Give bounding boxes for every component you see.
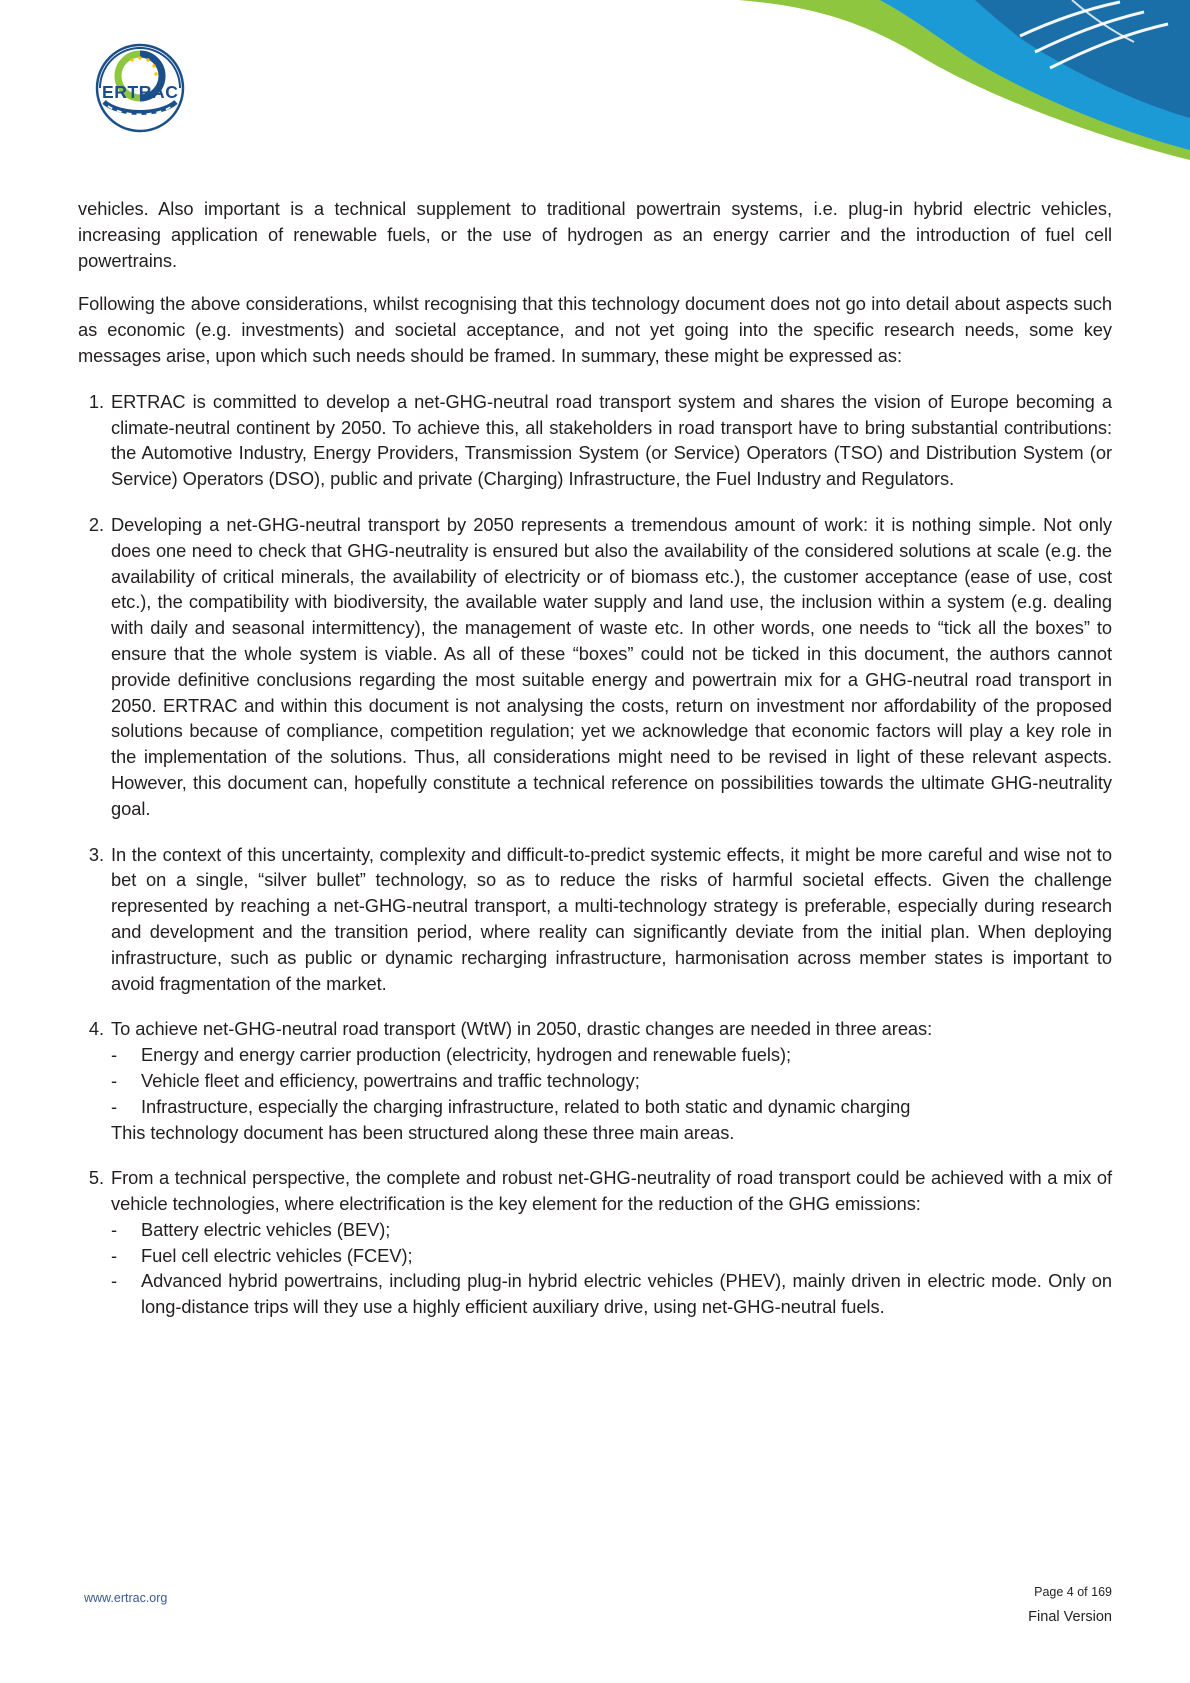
sub-list-item-text: Infrastructure, especially the charging infrastructure, related to both static and dynamic charging: [141, 1095, 911, 1117]
dash-marker: -: [111, 1044, 118, 1066]
list-item: [78, 1165, 1112, 1320]
dash-marker: -: [111, 1095, 118, 1117]
sub-list-item: [111, 1268, 1112, 1320]
sub-list-item: [111, 1243, 1112, 1269]
sub-list-item-text: Fuel cell electric vehicles (FCEV);: [141, 1244, 413, 1266]
list-item: [78, 512, 1112, 822]
dash-marker: -: [111, 1069, 118, 1091]
paragraph-key-messages-intro: Following the above considerations, whilst recognising that this technology document does not go into detail about aspects such as economic (e.g. investments) and societal acceptance, and not yet going into the specific research needs, some key messages arise, upon which such needs should be framed. In summary, these might be expressed as:: [78, 293, 1112, 366]
list-item: [78, 389, 1112, 492]
list-item: [78, 1016, 1112, 1145]
dash-marker: -: [111, 1270, 118, 1292]
sub-list-item-text: Battery electric vehicles (BEV);: [141, 1218, 391, 1240]
sub-list-item: [111, 1042, 1112, 1068]
footer-website-link[interactable]: www.ertrac.org: [84, 1591, 168, 1605]
list-item-trailing-text: This technology document has been structured along these three main areas.: [111, 1121, 735, 1143]
footer-version-label: Final Version: [1028, 1609, 1112, 1625]
sub-list-item: [111, 1217, 1112, 1243]
list-item-number: 5.: [88, 1167, 104, 1189]
sub-list: [111, 1042, 1112, 1119]
sub-list-item: [111, 1068, 1112, 1094]
list-item-text: ERTRAC is committed to develop a net-GHG-neutral road transport system and shares the vision of Europe becoming a climate-neutral continent by 2050. To achieve this, all stakeholders in road transport have to bring substantial contributions: the Automotive Industry, Energy Providers, Transmission System (or Service) Operators (TSO) and Distribution System (or Service) Operators (DSO), public and private (Charging) Infrastructure, the Fuel Industry and Regulators.: [111, 390, 1112, 490]
page-footer: [0, 1563, 1190, 1683]
list-item-number: 2.: [88, 513, 104, 535]
paragraph-intro-continued: vehicles. Also important is a technical supplement to traditional powertrain systems, i.e. plug-in hybrid electric vehicles, increasing application of renewable fuels, or the use of hydrogen as an energy carrier and the introduction of fuel cell powertrains.: [78, 198, 1112, 271]
footer-page-number: Page 4 of 169: [1034, 1585, 1112, 1599]
dash-marker: -: [111, 1244, 118, 1266]
list-item-text: Developing a net-GHG-neutral transport by 2050 represents a tremendous amount of work: it is nothing simple. Not only does one need to check that GHG-neutrality is ensured but also the availability of the considered solutions at scale (e.g. the availability of critical minerals, the availability of electricity or of biomass etc.), the customer acceptance (ease of use, cost etc.), the compatibility with biodiversity, the available water supply and land use, the inclusion within a system (e.g. dealing with daily and seasonal intermittency), the management of waste etc. In other words, one needs to “tick all the boxes” to ensure that the whole system is viable. As all of these “boxes” could not be ticked in this document, the authors cannot provide definitive conclusions regarding the most suitable energy and powertrain mix for a GHG-neutral road transport in 2050. ERTRAC and within this document is not analysing the costs, return on investment nor affordability of the proposed solutions because of compliance, competition regulation; yet we acknowledge that economic factors will play a key role in the implementation of the solutions. Thus, all considerations might need to be revised in light of these relevant aspects. However, this document can, hopefully constitute a technical reference on possibilities towards the ultimate GHG-neutrality goal.: [111, 513, 1112, 819]
header-decorative-graphic: [720, 0, 1190, 175]
ertrac-logo: [78, 42, 203, 134]
sub-list-item-text: Energy and energy carrier production (electricity, hydrogen and renewable fuels);: [141, 1044, 792, 1066]
list-item-text: From a technical perspective, the complete and robust net-GHG-neutrality of road transport could be achieved with a mix of vehicle technologies, where electrification is the key element for the reduction of the GHG emissions:: [111, 1167, 1112, 1215]
sub-list: [111, 1217, 1112, 1320]
logo-wordmark: ERTRAC: [102, 82, 179, 102]
dash-marker: -: [111, 1218, 118, 1240]
document-body: [78, 196, 1112, 1340]
list-item-number: 1.: [88, 390, 104, 412]
list-item-text: In the context of this uncertainty, complexity and difficult-to-predict systemic effects, it might be more careful and wise not to bet on a single, “silver bullet” technology, so as to reduce the risks of harmful societal effects. Given the challenge represented by reaching a net-GHG-neutral transport, a multi-technology strategy is preferable, especially during research and development and the transition period, where reality can significantly deviate from the initial plan. When deploying infrastructure, such as public or dynamic recharging infrastructure, harmonisation across member states is important to avoid fragmentation of the market.: [111, 843, 1112, 994]
sub-list-item-text: Vehicle fleet and efficiency, powertrains and traffic technology;: [141, 1069, 640, 1091]
list-item-number: 4.: [88, 1018, 104, 1040]
list-item-text: To achieve net-GHG-neutral road transport (WtW) in 2050, drastic changes are needed in three areas:: [111, 1018, 933, 1040]
list-item: [78, 842, 1112, 997]
key-messages-list: [78, 389, 1112, 1320]
sub-list-item: [111, 1094, 1112, 1120]
list-item-number: 3.: [88, 843, 104, 865]
sub-list-item-text: Advanced hybrid powertrains, including plug-in hybrid electric vehicles (PHEV), mainly driven in electric mode. Only on long-distance trips will they use a highly efficient auxiliary drive, using net-GHG-neutral fuels.: [141, 1270, 1112, 1318]
